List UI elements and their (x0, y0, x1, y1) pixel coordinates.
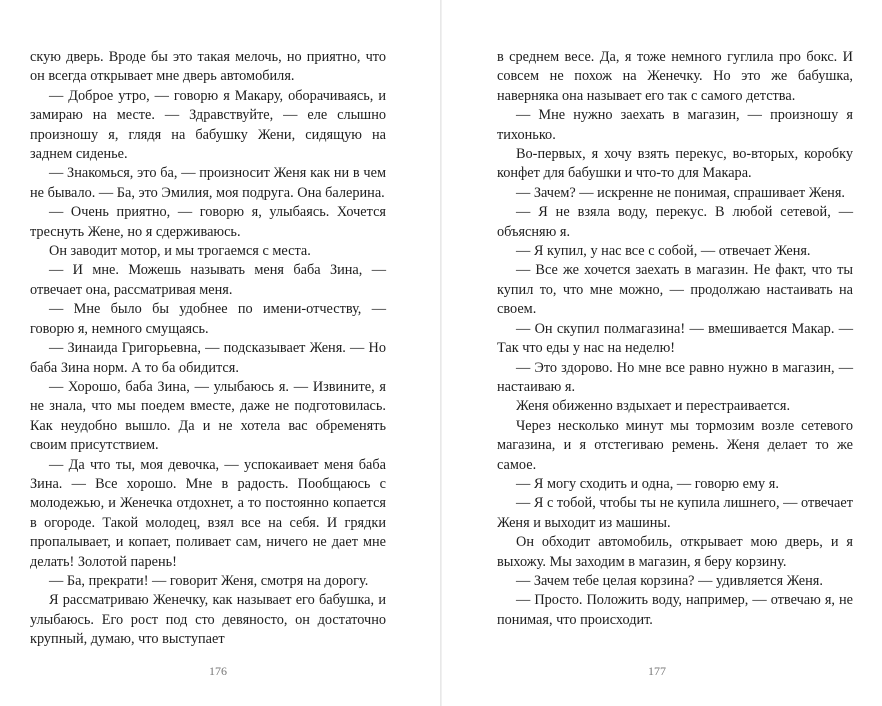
paragraph: — Ба, прекрати! — говорит Женя, смотря на дорогу. (49, 572, 369, 589)
paragraph: — Да что ты, моя девочка, — успокаивает меня баба Зина. — Все хорошо. Мне в радость. Пообщаюсь с молодежью, и Женечка отдохнет, а то постоянно копается в огороде. Такой молодец, взял все на себя. И грядки пропалывает, и копает, поливает сам, ничего не дает мне делать! Золотой парень! (30, 456, 386, 570)
paragraph: — Все же хочется заехать в магазин. Не факт, что ты купил то, что мне можно, — продолжаю настаивать на своем. (497, 262, 853, 318)
paragraph: Я рассматриваю Женечку, как называет его бабушка, и улыбаюсь. Его рост под сто девяносто, он достаточно крупный, думаю, что выступает (30, 592, 386, 648)
paragraph: — Это здорово. Но мне все равно нужно в магазин, — настаиваю я. (497, 359, 853, 395)
paragraph: — Просто. Положить воду, например, — отвечаю я, не понимая, что происходит. (497, 592, 853, 628)
paragraph: — Зинаида Григорьевна, — подсказывает Женя. — Но баба Зина норм. А то ба обидится. (30, 340, 386, 376)
right-page-text (497, 48, 853, 630)
paragraph: — Доброе утро, — говорю я Макару, оборачиваясь, и замираю на месте. — Здравствуйте, — еле слышно произношу я, глядя на бабушку Жени, сидящую на заднем сиденье. (30, 87, 386, 163)
paragraph: — Мне было бы удобнее по имени-отчеству, — говорю я, немного смущаясь. (30, 301, 386, 337)
paragraph: — Я с тобой, чтобы ты не купила лишнего, — отвечает Женя и выходит из машины. (497, 495, 853, 531)
page-number: 177 (648, 664, 666, 678)
paragraph: — Знакомься, это ба, — произносит Женя как ни в чем не бывало. — Ба, это Эмилия, моя подруга. Она балерина. (30, 165, 386, 201)
paragraph: Во-первых, я хочу взять перекус, во-вторых, коробку конфет для бабушки и что-то для Макара. (497, 146, 853, 182)
paragraph: Он обходит автомобиль, открывает мою дверь, и я выхожу. Мы заходим в магазин, я беру корзину. (497, 534, 853, 570)
paragraph: — Мне нужно заехать в магазин, — произношу я тихонько. (497, 107, 853, 143)
paragraph: — Очень приятно, — говорю я, улыбаясь. Хочется треснуть Жене, но я сдерживаюсь. (30, 204, 386, 240)
paragraph: Через несколько минут мы тормозим возле сетевого магазина, и я отстегиваю ремень. Женя делает то же самое. (497, 417, 853, 473)
paragraph: в среднем весе. Да, я тоже немного гуглила про бокс. И совсем не похож на Женечку. Но это же бабушка, наверняка она называет его так с самого детства. (497, 49, 853, 104)
paragraph: — Зачем тебе целая корзина? — удивляется Женя. (516, 572, 823, 589)
paragraph: — Я купил, у нас все с собой, — отвечает Женя. (516, 243, 811, 260)
paragraph: — Хорошо, баба Зина, — улыбаюсь я. — Извините, я не знала, что мы поедем вместе, даже не подготовилась. Как неудобно вышло. Да и не хотела вас обременять своим присутствием. (30, 378, 386, 454)
left-page-text (30, 48, 386, 650)
paragraph: — И мне. Можешь называть меня баба Зина, — отвечает она, рассматривая меня. (30, 262, 386, 298)
paragraph: Женя обиженно вздыхает и перестраивается. (516, 398, 791, 415)
paragraph: — Он скупил полмагазина! — вмешивается Макар. — Так что еды у нас на неделю! (497, 320, 853, 357)
paragraph: — Я не взяла воду, перекус. В любой сетевой, — объясняю я. (497, 204, 853, 240)
paragraph: скую дверь. Вроде бы это такая мелочь, но приятно, что он всегда открывает мне дверь автомобиля. (30, 49, 386, 85)
page-number: 176 (209, 664, 227, 678)
right-page (441, 0, 882, 706)
paragraph: — Зачем? — искренне не понимая, спрашивает Женя. (516, 184, 845, 201)
paragraph: Он заводит мотор, и мы трогаемся с места. (49, 243, 311, 260)
paragraph: — Я могу сходить и одна, — говорю ему я. (516, 475, 779, 492)
